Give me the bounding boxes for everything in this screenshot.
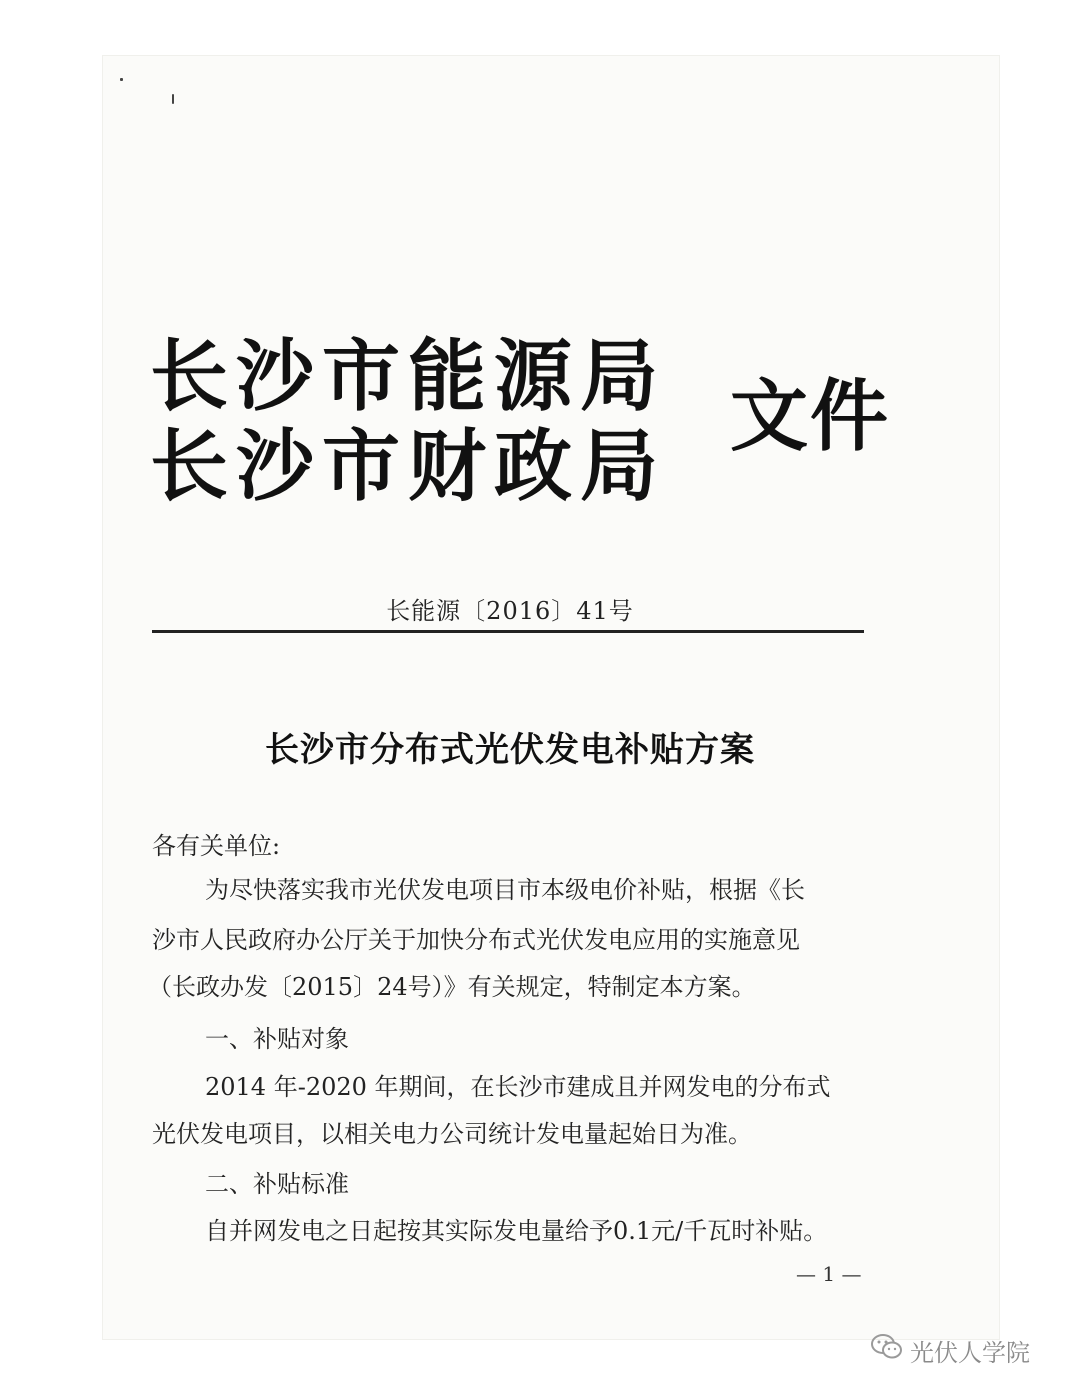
- authority-line-2: 长沙市财政局: [150, 422, 667, 512]
- scan-speck: [120, 78, 123, 81]
- section-2-line: 自并网发电之日起按其实际发电量给予0.1元/千瓦时补贴。: [205, 1217, 828, 1245]
- paragraph-line: 为尽快落实我市光伏发电项目市本级电价补贴，根据《长: [205, 876, 805, 904]
- red-header-divider: [152, 630, 864, 633]
- section-1-line: 2014 年-2020 年期间，在长沙市建成且并网发电的分布式: [205, 1073, 831, 1101]
- salutation: 各有关单位:: [152, 832, 281, 860]
- document-number: 长能源〔2016〕41号: [386, 597, 634, 625]
- page-number: — 1 —: [796, 1262, 862, 1286]
- document-suffix: 文件: [730, 372, 891, 462]
- wechat-icon: [870, 1333, 904, 1367]
- paragraph-line: 沙市人民政府办公厅关于加快分布式光伏发电应用的实施意见: [152, 926, 800, 954]
- watermark-text: 光伏人学院: [910, 1338, 1030, 1367]
- issuing-authority-header: [150, 330, 891, 512]
- scan-speck: [172, 94, 174, 104]
- watermark: [870, 1334, 1030, 1366]
- section-heading-1: 一、补贴对象: [205, 1025, 349, 1053]
- document-title: 长沙市分布式光伏发电补贴方案: [265, 730, 755, 770]
- section-1-line: 光伏发电项目，以相关电力公司统计发电量起始日为准。: [152, 1120, 752, 1148]
- paragraph-line: （长政办发〔2015〕24号）》有关规定，特制定本方案。: [148, 973, 756, 1001]
- section-heading-2: 二、补贴标准: [205, 1170, 349, 1198]
- authority-line-1: 长沙市能源局: [150, 332, 667, 422]
